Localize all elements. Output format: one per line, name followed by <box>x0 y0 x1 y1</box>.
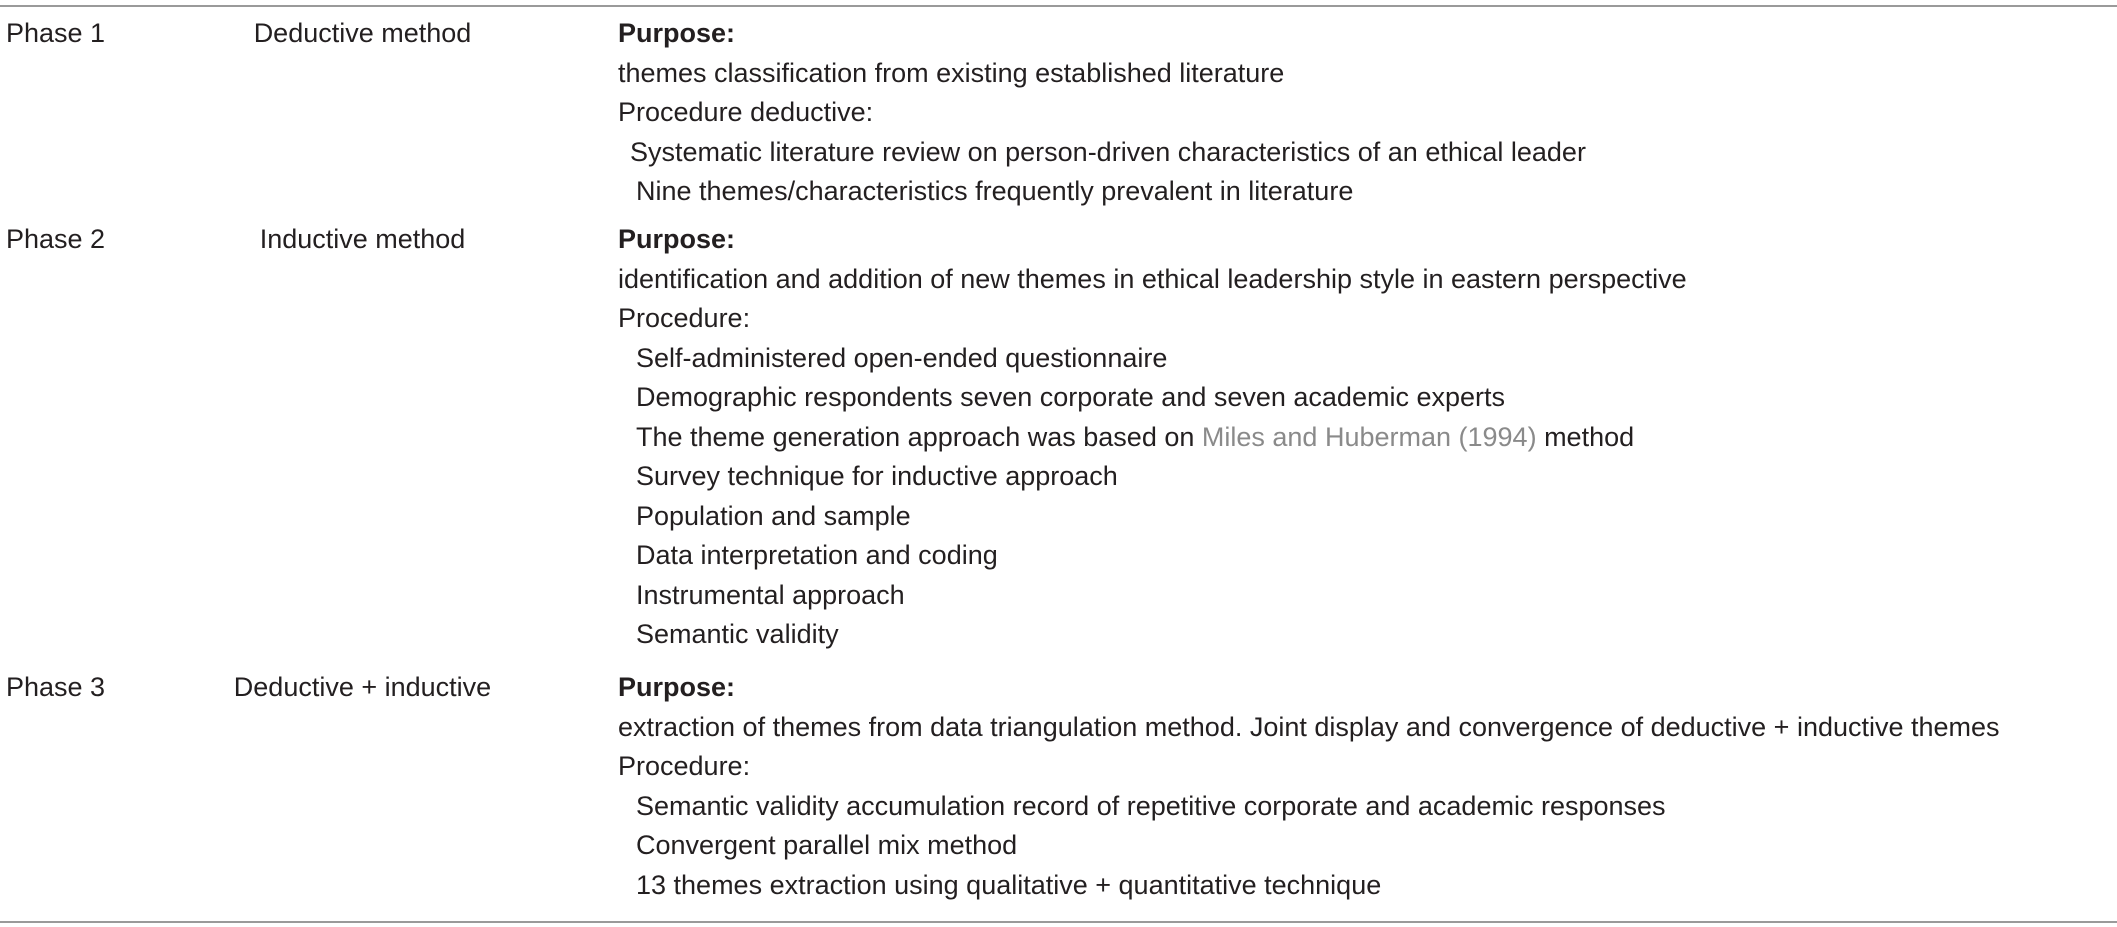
table-top-rule <box>0 5 2117 7</box>
purpose-text: themes classification from existing established literature <box>618 57 1285 88</box>
purpose-heading: Purpose: <box>618 672 736 702</box>
citation-prefix: The theme generation approach was based on <box>636 421 1202 452</box>
purpose-heading: Purpose: <box>618 18 736 48</box>
procedure-item: Convergent parallel mix method <box>636 830 1018 860</box>
purpose-heading: Purpose: <box>618 224 736 254</box>
procedure-item: Survey technique for inductive approach <box>636 461 1118 491</box>
procedure-item: 13 themes extraction using qualitative + quantitative technique <box>636 869 1382 900</box>
procedure-item: Self-administered open-ended questionnaire <box>636 342 1168 373</box>
purpose-text: extraction of themes from data triangulation method. Joint display and convergence of deductive + inductive themes <box>618 711 2000 742</box>
method-label: Deductive + inductive <box>233 672 492 702</box>
procedure-heading: Procedure deductive: <box>618 97 874 127</box>
method-label: Deductive method <box>253 18 472 48</box>
procedure-item: Instrumental approach <box>636 579 905 610</box>
phase-label: Phase 2 <box>6 224 106 254</box>
citation-link[interactable]: Miles and Huberman (1994) <box>1201 421 1537 452</box>
description-cell <box>618 668 2000 905</box>
procedure-item-with-citation <box>618 418 1687 458</box>
procedure-item: Semantic validity <box>636 619 839 649</box>
procedure-heading: Procedure: <box>618 303 751 333</box>
procedure-item: Data interpretation and coding <box>636 540 998 570</box>
procedure-item: Demographic respondents seven corporate and seven academic experts <box>636 382 1505 412</box>
description-cell <box>618 14 1586 212</box>
description-cell <box>618 220 1687 655</box>
method-label: Inductive method <box>259 224 466 254</box>
procedure-item: Semantic validity accumulation record of repetitive corporate and academic responses <box>636 790 1666 821</box>
table-bottom-rule <box>0 921 2117 923</box>
procedure-item: Nine themes/characteristics frequently prevalent in literature <box>636 176 1354 206</box>
purpose-text: identification and addition of new themes in ethical leadership style in eastern perspective <box>618 263 1687 294</box>
procedure-heading: Procedure: <box>618 751 751 781</box>
procedure-item: Population and sample <box>636 500 911 531</box>
phase-label: Phase 1 <box>6 18 106 48</box>
phase-label: Phase 3 <box>6 672 106 702</box>
procedure-item: Systematic literature review on person-driven characteristics of an ethical leader <box>630 136 1586 167</box>
citation-suffix: method <box>1536 421 1635 452</box>
